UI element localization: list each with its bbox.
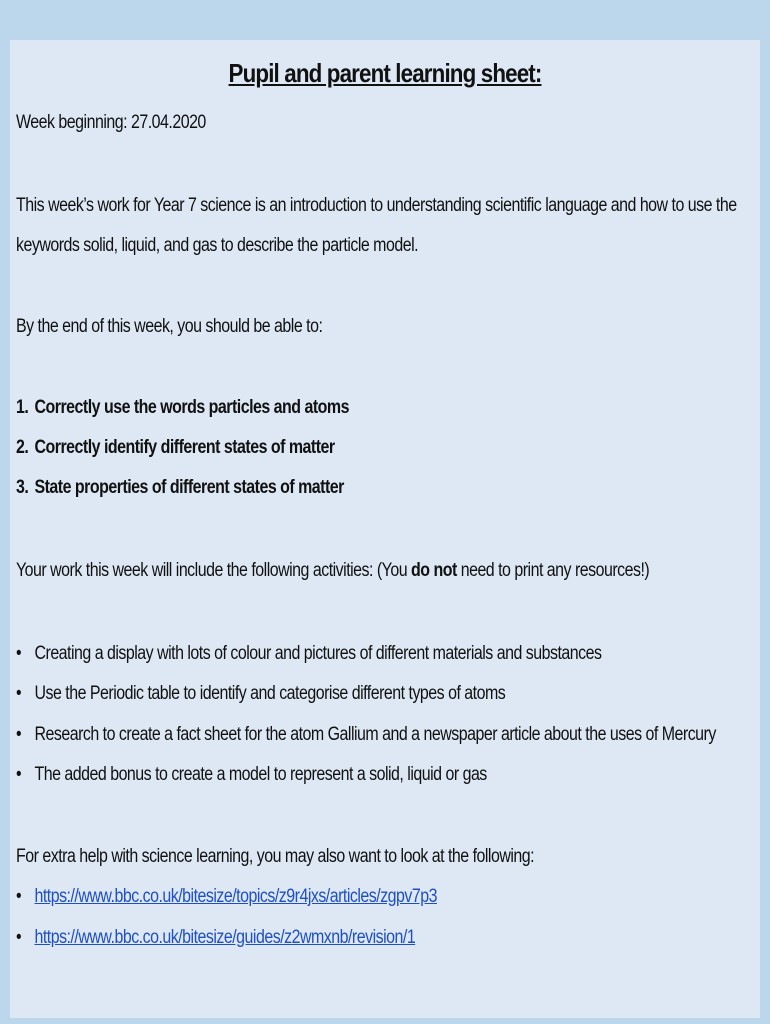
- activities-intro-text: need to print any resources!): [456, 560, 650, 581]
- bullet-icon: •: [16, 886, 22, 907]
- objective-text: Correctly identify different states of matter: [34, 437, 335, 458]
- help-link-item: [16, 927, 415, 949]
- objective-text: Correctly use the words particles and atoms: [34, 397, 349, 418]
- activities-intro: [16, 560, 649, 582]
- activity-text: Creating a display with lots of colour and pictures of different materials and substances: [34, 643, 602, 664]
- activities-intro-text: Your work this week will include the following activities: (You: [16, 560, 412, 581]
- week-beginning: Week beginning: 27.04.2020: [16, 112, 206, 133]
- bullet-icon: •: [16, 764, 22, 785]
- objective-number: 3.: [16, 477, 29, 498]
- page-title: Pupil and parent learning sheet:: [228, 58, 542, 88]
- activity-text: The added bonus to create a model to represent a solid, liquid or gas: [34, 764, 487, 785]
- bullet-icon: •: [16, 643, 22, 664]
- activity-item: [16, 643, 601, 665]
- objective-text: State properties of different states of matter: [34, 477, 344, 498]
- bitesize-topic-link[interactable]: https://www.bbc.co.uk/bitesize/topics/z9r4jxs/articles/zgpv7p3: [34, 886, 438, 907]
- objective-number: 1.: [16, 397, 29, 418]
- objective-number: 2.: [16, 437, 29, 458]
- intro-paragraph: This week’s work for Year 7 science is an introduction to understanding scientific language and how to use the keywords solid, liquid, and gas to describe the particle model.: [16, 195, 737, 256]
- bitesize-guide-link[interactable]: https://www.bbc.co.uk/bitesize/guides/z2wmxnb/revision/1: [34, 927, 416, 948]
- objective-item: [16, 397, 349, 419]
- activity-item: [16, 724, 716, 746]
- objective-item: [16, 477, 344, 499]
- bullet-icon: •: [16, 683, 22, 704]
- objective-item: [16, 437, 335, 459]
- activity-text: Research to create a fact sheet for the atom Gallium and a newspaper article about the uses of Mercury: [34, 724, 716, 745]
- help-link-item: [16, 886, 437, 908]
- learning-sheet: [10, 40, 760, 1018]
- help-intro: For extra help with science learning, you may also want to look at the following:: [16, 846, 535, 867]
- objectives-intro: By the end of this week, you should be able to:: [16, 316, 323, 337]
- activity-item: [16, 764, 487, 786]
- bullet-icon: •: [16, 724, 22, 745]
- activity-text: Use the Periodic table to identify and categorise different types of atoms: [34, 683, 506, 704]
- activities-intro-emphasis: do not: [411, 560, 457, 581]
- activity-item: [16, 683, 505, 705]
- bullet-icon: •: [16, 927, 22, 948]
